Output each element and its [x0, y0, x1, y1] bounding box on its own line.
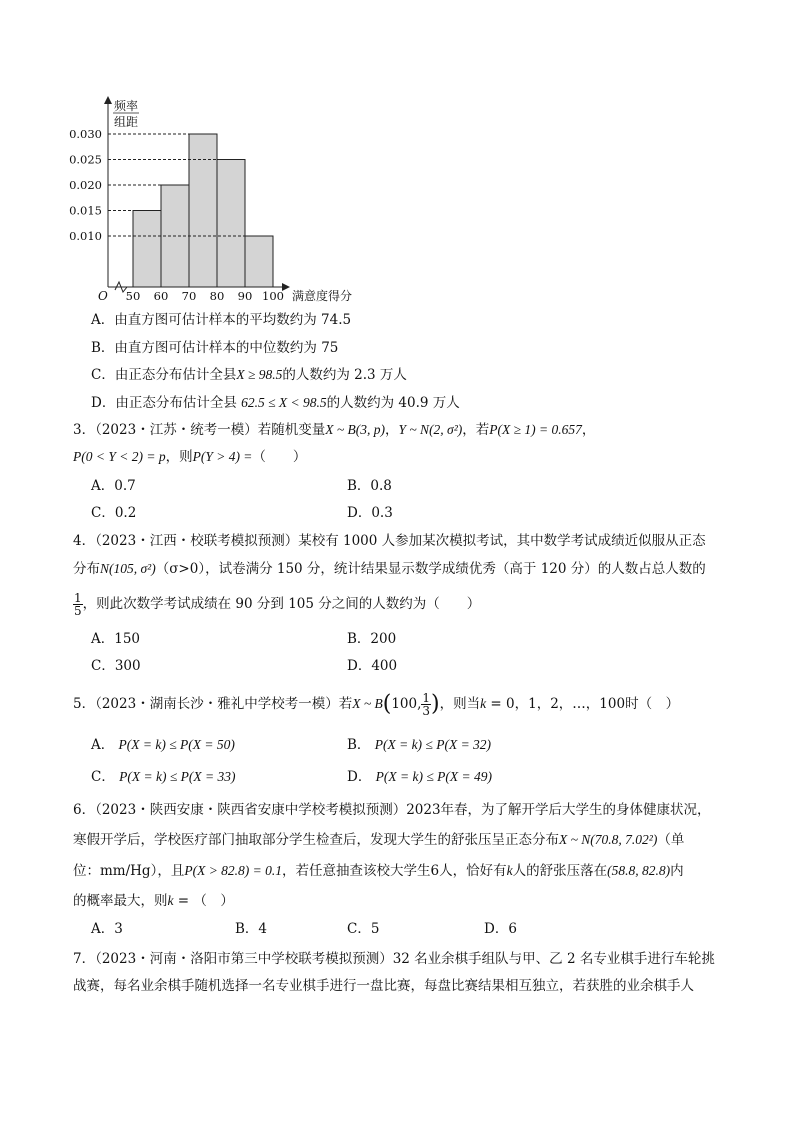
histogram-chart: [0, 0, 794, 330]
x-tick-label: 80: [209, 289, 225, 303]
q6-option-c: C．5: [347, 921, 380, 937]
q3-option-d: D．0.3: [347, 505, 393, 521]
q7-line-2: 战赛，每名业余棋手随机选择一名专业棋手进行一盘比赛，每盘比赛结果相互独立，若获胜的业余棋手人: [73, 978, 694, 994]
y-tick-label: 0.030: [69, 127, 102, 141]
q3-option-c: C．0.2: [91, 505, 137, 521]
x-tick-label: 60: [153, 289, 169, 303]
y-tick-label: 0.020: [69, 178, 102, 192]
q4-line-3: $\frac{1}{5}$ ，则此次数学考试成绩在 90 分到 105 分之间的人数约为（ ）: [74, 591, 481, 618]
q5-option-d: D． P(X = k) ≤ P(X = 49): [347, 769, 492, 785]
q4-line-1: 4．（2023・江西・校联考模拟预测）某校有 1000 人参加某次模拟考试，其中数学考试成绩近似服从正态: [73, 533, 706, 549]
origin-label: O: [98, 289, 108, 303]
q5-fraction: $\frac{1}{3}$: [422, 691, 431, 718]
q6-line-3: 位：mm/Hg），且P(X > 82.8) = 0.1，若任意抽查该校大学生6人，恰好有k人的舒张压落在(58.8, 82.8)内: [73, 863, 684, 879]
x-tick-label: 70: [181, 289, 197, 303]
histogram-bar: [133, 211, 161, 288]
q6-option-a: A．3: [91, 921, 123, 937]
q4-option-a: A．150: [91, 631, 141, 647]
x-axis-label: 满意度得分: [292, 289, 353, 303]
q3-option-b: B．0.8: [347, 478, 392, 494]
q2-option-d: D．由正态分布估计全县 62.5 ≤ X < 98.5的人数约为 40.9 万人: [91, 395, 460, 411]
q2-option-c: C．由正态分布估计全县X ≥ 98.5的人数约为 2.3 万人: [91, 367, 407, 383]
q4-option-d: D．400: [347, 658, 398, 674]
q4-fraction: $\frac{1}{5}$: [74, 591, 82, 618]
q6-option-b: B．4: [235, 921, 268, 937]
q5-option-b: B． P(X = k) ≤ P(X = 32): [347, 737, 492, 753]
histogram-bar: [217, 160, 245, 288]
q5-line-1: 5．（2023・湖南长沙・雅礼中学校考一模）若X ~ B(100, $\frac{1}{3}$ )，则当k = 0，1，2，…，100时（ ）: [73, 691, 680, 718]
y-tick-label: 0.015: [69, 203, 102, 218]
q2-option-a: A．由直方图可估计样本的平均数约为 74.5: [91, 312, 352, 328]
histogram-bar: [245, 236, 273, 287]
y-tick-label: 0.025: [69, 152, 102, 167]
q3-option-a: A．0.7: [91, 478, 136, 494]
x-tick-label: 90: [237, 289, 253, 303]
x-tick-label: 100: [262, 289, 284, 303]
q3-line-2: P(0 < Y < 2) = p，则P(Y > 4) =（ ）: [73, 449, 307, 465]
y-tick-label: 0.010: [69, 229, 102, 243]
q5-option-c: C． P(X = k) ≤ P(X = 33): [91, 769, 236, 785]
q6-line-1: 6．（2023・陕西安康・陕西省安康中学校考模拟预测）2023年春，为了解开学后大学生的身体健康状况，: [73, 802, 711, 818]
histogram-bar: [189, 134, 217, 287]
q4-option-b: B．200: [347, 631, 397, 647]
q6-option-d: D．6: [484, 921, 517, 937]
y-axis-label-bottom: 组距: [114, 115, 139, 129]
x-tick-label: 50: [125, 289, 141, 303]
q4-line-2: 分布N(105, σ²)（σ>0），试卷满分 150 分，统计结果显示数学成绩优秀（高于 120 分）的人数占总人数的: [73, 561, 706, 577]
q4-option-c: C．300: [91, 658, 141, 674]
q7-line-1: 7．（2023・河南・洛阳市第三中学校联考模拟预测）32 名业余棋手组队与甲、乙 2 名专业棋手进行车轮挑: [73, 951, 715, 967]
q2-option-b: B．由直方图可估计样本的中位数约为 75: [91, 340, 339, 356]
q5-option-a: A． P(X = k) ≤ P(X = 50): [91, 737, 235, 753]
y-axis-arrow: [104, 96, 112, 104]
q3-line-1: 3．（2023・江苏・统考一模）若随机变量X ~ B(3, p)，Y ~ N(2, σ²)，若P(X ≥ 1) = 0.657，: [73, 422, 596, 438]
q6-line-2: 寒假开学后，学校医疗部门抽取部分学生检查后，发现大学生的舒张压呈正态分布X ~ N(70.8, 7.02²)（单: [73, 832, 685, 848]
q6-line-4: 的概率最大，则k = （ ）: [73, 893, 234, 909]
y-axis-label-top: 频率: [114, 99, 139, 113]
